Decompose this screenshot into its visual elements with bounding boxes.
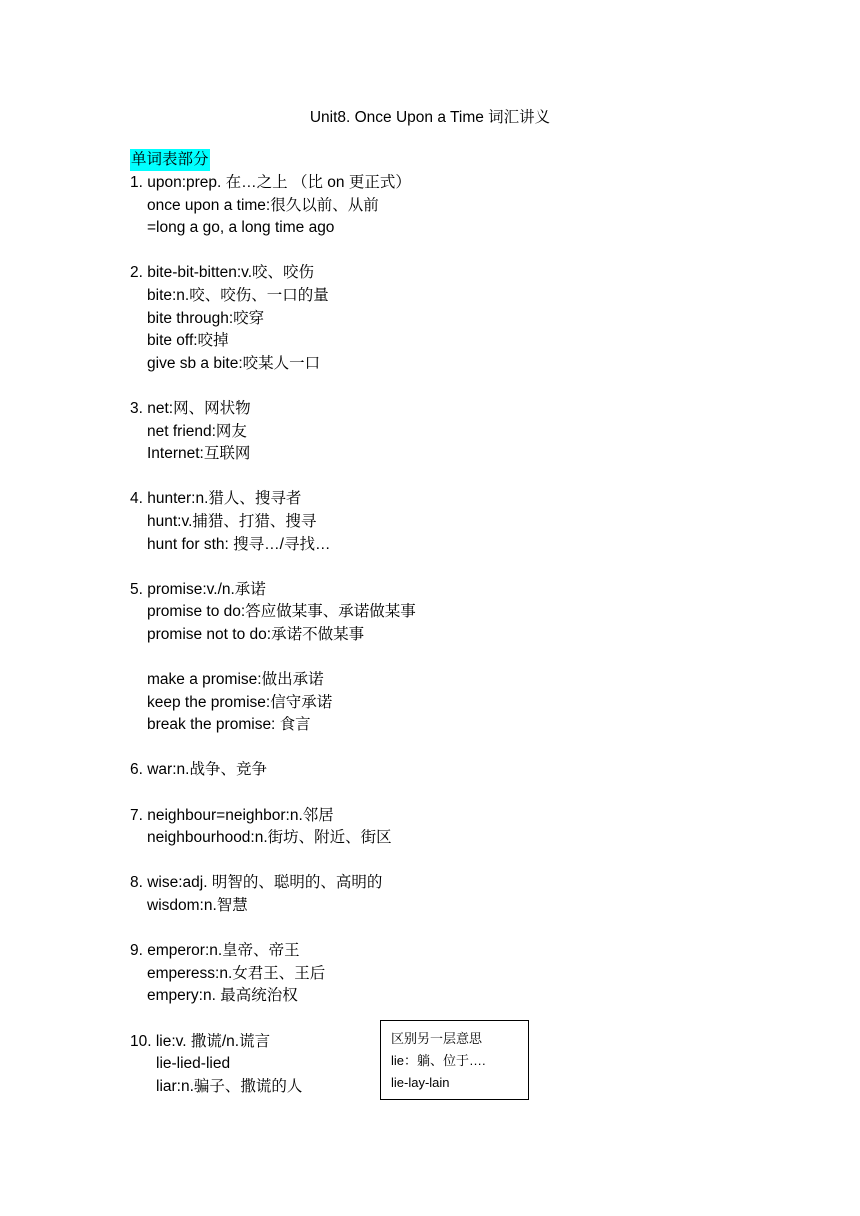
entry-line: break the promise: 食言 bbox=[147, 716, 311, 734]
page-title: Unit8. Once Upon a Time 词汇讲义 bbox=[309, 109, 551, 126]
note-line: lie-lay-lain bbox=[391, 1075, 450, 1090]
entry-line: empery:n. 最高统治权 bbox=[147, 987, 298, 1005]
entry-line: promise to do:答应做某事、承诺做某事 bbox=[147, 603, 416, 621]
section-label: 单词表部分 bbox=[130, 149, 210, 171]
spacer bbox=[130, 918, 690, 941]
entry-heading: 10. lie:v. 撒谎/n.谎言 bbox=[130, 1032, 271, 1050]
note-line: lie：躺、位于…. bbox=[391, 1053, 486, 1068]
entry-line: lie-lied-lied bbox=[156, 1055, 231, 1073]
entry-heading: 7. neighbour=neighbor:n.邻居 bbox=[130, 806, 334, 824]
spacer bbox=[130, 466, 690, 489]
vocabulary-list bbox=[130, 172, 690, 1098]
spacer bbox=[130, 240, 690, 263]
entry-line: hunt for sth: 搜寻…/寻找… bbox=[147, 535, 331, 553]
entry-line: give sb a bite:咬某人一口 bbox=[147, 354, 321, 372]
entry-heading: 4. hunter:n.猎人、搜寻者 bbox=[130, 490, 302, 508]
spacer bbox=[130, 556, 690, 579]
entry-line: emperess:n.女君王、王后 bbox=[147, 964, 326, 982]
spacer bbox=[130, 737, 690, 760]
entry-line bbox=[130, 646, 690, 669]
entry-line: Internet:互联网 bbox=[147, 445, 251, 463]
entry-line: bite through:咬穿 bbox=[147, 309, 265, 327]
entry-line: liar:n.骗子、撒谎的人 bbox=[156, 1077, 303, 1095]
entry-heading: 1. upon:prep. 在…之上 （比 on 更正式） bbox=[130, 174, 411, 191]
entry-line: hunt:v.捕猎、打猎、搜寻 bbox=[147, 512, 317, 530]
entry-line: keep the promise:信守承诺 bbox=[147, 693, 333, 711]
entry-heading: 3. net:网、网状物 bbox=[130, 399, 251, 417]
entry-line: bite:n.咬、咬伤、一口的量 bbox=[147, 286, 329, 304]
entry-heading: 6. war:n.战争、竞争 bbox=[130, 761, 267, 779]
spacer bbox=[130, 375, 690, 398]
entry-heading: 8. wise:adj. 明智的、聪明的、高明的 bbox=[130, 874, 383, 892]
entry-line: neighbourhood:n.街坊、附近、街区 bbox=[147, 829, 392, 847]
entry-line: =long a go, a long time ago bbox=[147, 219, 335, 237]
entry-line: once upon a time:很久以前、从前 bbox=[147, 196, 379, 214]
entry-line: bite off:咬掉 bbox=[147, 332, 229, 350]
entry-line: make a promise:做出承诺 bbox=[147, 671, 324, 689]
entry-line: promise not to do:承诺不做某事 bbox=[147, 625, 365, 643]
spacer bbox=[130, 782, 690, 805]
entry-line: net friend:网友 bbox=[147, 422, 247, 440]
entry-line: wisdom:n.智慧 bbox=[147, 897, 248, 914]
spacer bbox=[130, 850, 690, 873]
entry-heading: 5. promise:v./n.承诺 bbox=[130, 580, 266, 598]
note-box bbox=[380, 1020, 529, 1100]
entry-heading: 2. bite-bit-bitten:v.咬、咬伤 bbox=[130, 264, 315, 282]
note-line: 区别另一层意思 bbox=[391, 1031, 483, 1046]
entry-heading: 9. emperor:n.皇帝、帝王 bbox=[130, 942, 300, 960]
